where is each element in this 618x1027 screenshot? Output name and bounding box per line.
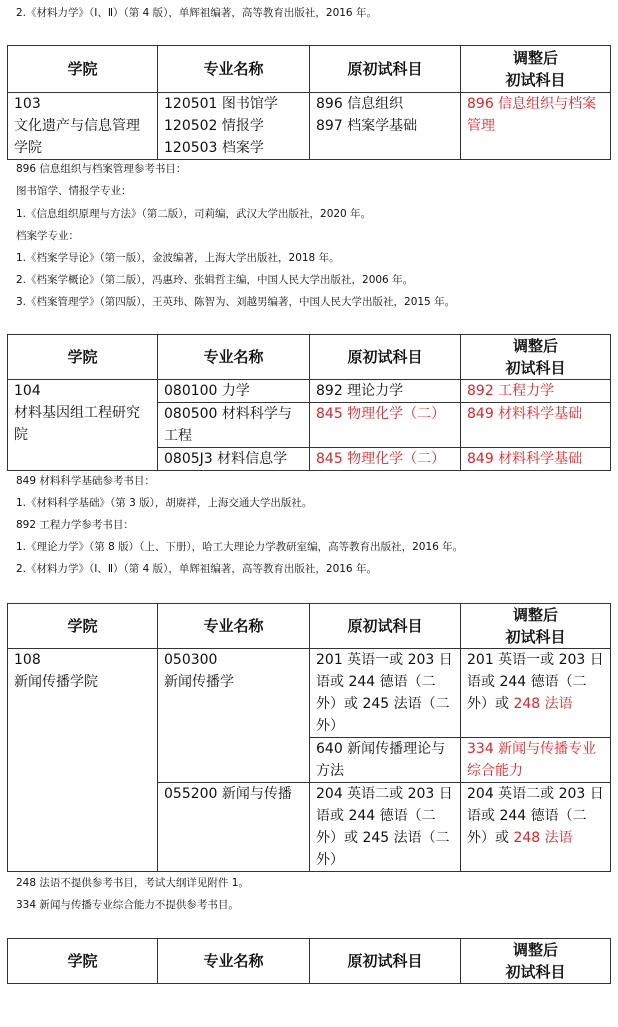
note-line: 2.《档案学概论》（第二版），冯惠玲、张辑哲主编，中国人民大学出版社，2006 年。	[16, 274, 414, 286]
header-adj: 调整后 初试科目	[461, 939, 611, 984]
adj-cell: 896 信息组织与档案管理	[461, 93, 611, 160]
header-major: 专业名称	[158, 335, 310, 380]
note-line: 档案学专业：	[16, 230, 79, 242]
orig-cell: 896 信息组织 897 档案学基础	[310, 93, 461, 160]
header-orig: 原初试科目	[310, 939, 461, 984]
adj-cell: 849 材料科学基础	[461, 448, 611, 471]
note-line: 1.《档案学导论》（第一版），金波编著，上海大学出版社，2018 年。	[16, 252, 340, 264]
note-896-title: 896 信息组织与档案管理参考书目：	[16, 163, 187, 175]
header-adj: 调整后 初试科目	[461, 46, 611, 93]
header-school: 学院	[8, 46, 158, 93]
major-cell: 120501 图书馆学 120502 情报学 120503 档案学	[158, 93, 310, 160]
table-103	[7, 45, 611, 160]
header-orig: 原初试科目	[310, 46, 461, 93]
adj-cell: 849 材料科学基础	[461, 403, 611, 448]
table-104	[7, 334, 611, 471]
school-cell: 103 文化遗产与信息管理学院	[8, 93, 158, 160]
header-adj: 调整后 初试科目	[461, 604, 611, 649]
header-school: 学院	[8, 335, 158, 380]
table-header	[8, 604, 611, 649]
header-major: 专业名称	[158, 939, 310, 984]
adj-cell: 204 英语二或 203 日语或 244 德语（二外）或 248 法语	[461, 783, 611, 872]
note-line: 334 新闻与传播专业综合能力不提供参考书目。	[16, 899, 239, 911]
table-header	[8, 939, 611, 984]
table-row	[8, 380, 611, 403]
major-cell: 050300 新闻传播学	[158, 649, 310, 783]
orig-cell: 204 英语二或 203 日语或 244 德语（二外）或 245 法语（二外）	[310, 783, 461, 872]
note-line: 1.《材料科学基础》（第 3 版），胡赓祥，上海交通大学出版社。	[16, 497, 313, 509]
note-line: 248 法语不提供参考书目，考试大纲详见附件 1。	[16, 877, 249, 889]
major-cell: 055200 新闻与传播	[158, 783, 310, 872]
header-adj: 调整后 初试科目	[461, 335, 611, 380]
note-849-title: 849 材料科学基础参考书目：	[16, 475, 155, 487]
major-cell: 080100 力学	[158, 380, 310, 403]
major-cell: 0805J3 材料信息学	[158, 448, 310, 471]
header-major: 专业名称	[158, 604, 310, 649]
header-orig: 原初试科目	[310, 604, 461, 649]
adj-cell: 334 新闻与传播专业综合能力	[461, 738, 611, 783]
header-orig: 原初试科目	[310, 335, 461, 380]
orig-cell: 845 物理化学（二）	[310, 448, 461, 471]
note-892-title: 892 工程力学参考书目：	[16, 519, 134, 531]
header-school: 学院	[8, 939, 158, 984]
adj-cell: 201 英语一或 203 日语或 244 德语（二外）或 248 法语	[461, 649, 611, 738]
orig-cell: 892 理论力学	[310, 380, 461, 403]
table-header	[8, 335, 611, 380]
note-line: 2.《材料力学》（Ⅰ、Ⅱ）（第 4 版），单辉祖编著，高等教育出版社，2016 年。	[16, 563, 377, 575]
table-108	[7, 603, 611, 872]
header-major: 专业名称	[158, 46, 310, 93]
table-row	[8, 649, 611, 738]
note-line: 1.《信息组织原理与方法》（第二版），司莉编，武汉大学出版社，2020 年。	[16, 208, 372, 220]
note-line: 图书馆学、情报学专业：	[16, 185, 132, 197]
school-cell: 108 新闻传播学院	[8, 649, 158, 872]
table-row	[8, 93, 611, 160]
table-header	[8, 46, 611, 93]
school-cell: 104 材料基因组工程研究院	[8, 380, 158, 471]
table-next	[7, 938, 611, 984]
note-line: 3.《档案管理学》（第四版），王英玮、陈智为、刘越男编著，中国人民大学出版社，2015 年。	[16, 296, 456, 308]
top-note: 2.《材料力学》（Ⅰ、Ⅱ）（第 4 版），单辉祖编著，高等教育出版社，2016 年。	[16, 7, 377, 19]
header-school: 学院	[8, 604, 158, 649]
orig-cell: 845 物理化学（二）	[310, 403, 461, 448]
orig-cell: 640 新闻传播理论与方法	[310, 738, 461, 783]
adj-cell: 892 工程力学	[461, 380, 611, 403]
major-cell: 080500 材料科学与工程	[158, 403, 310, 448]
orig-cell: 201 英语一或 203 日语或 244 德语（二外）或 245 法语（二外）	[310, 649, 461, 738]
note-line: 1.《理论力学》（第 8 版）（上、下册），哈工大理论力学教研室编，高等教育出版社，2016 年。	[16, 541, 464, 553]
